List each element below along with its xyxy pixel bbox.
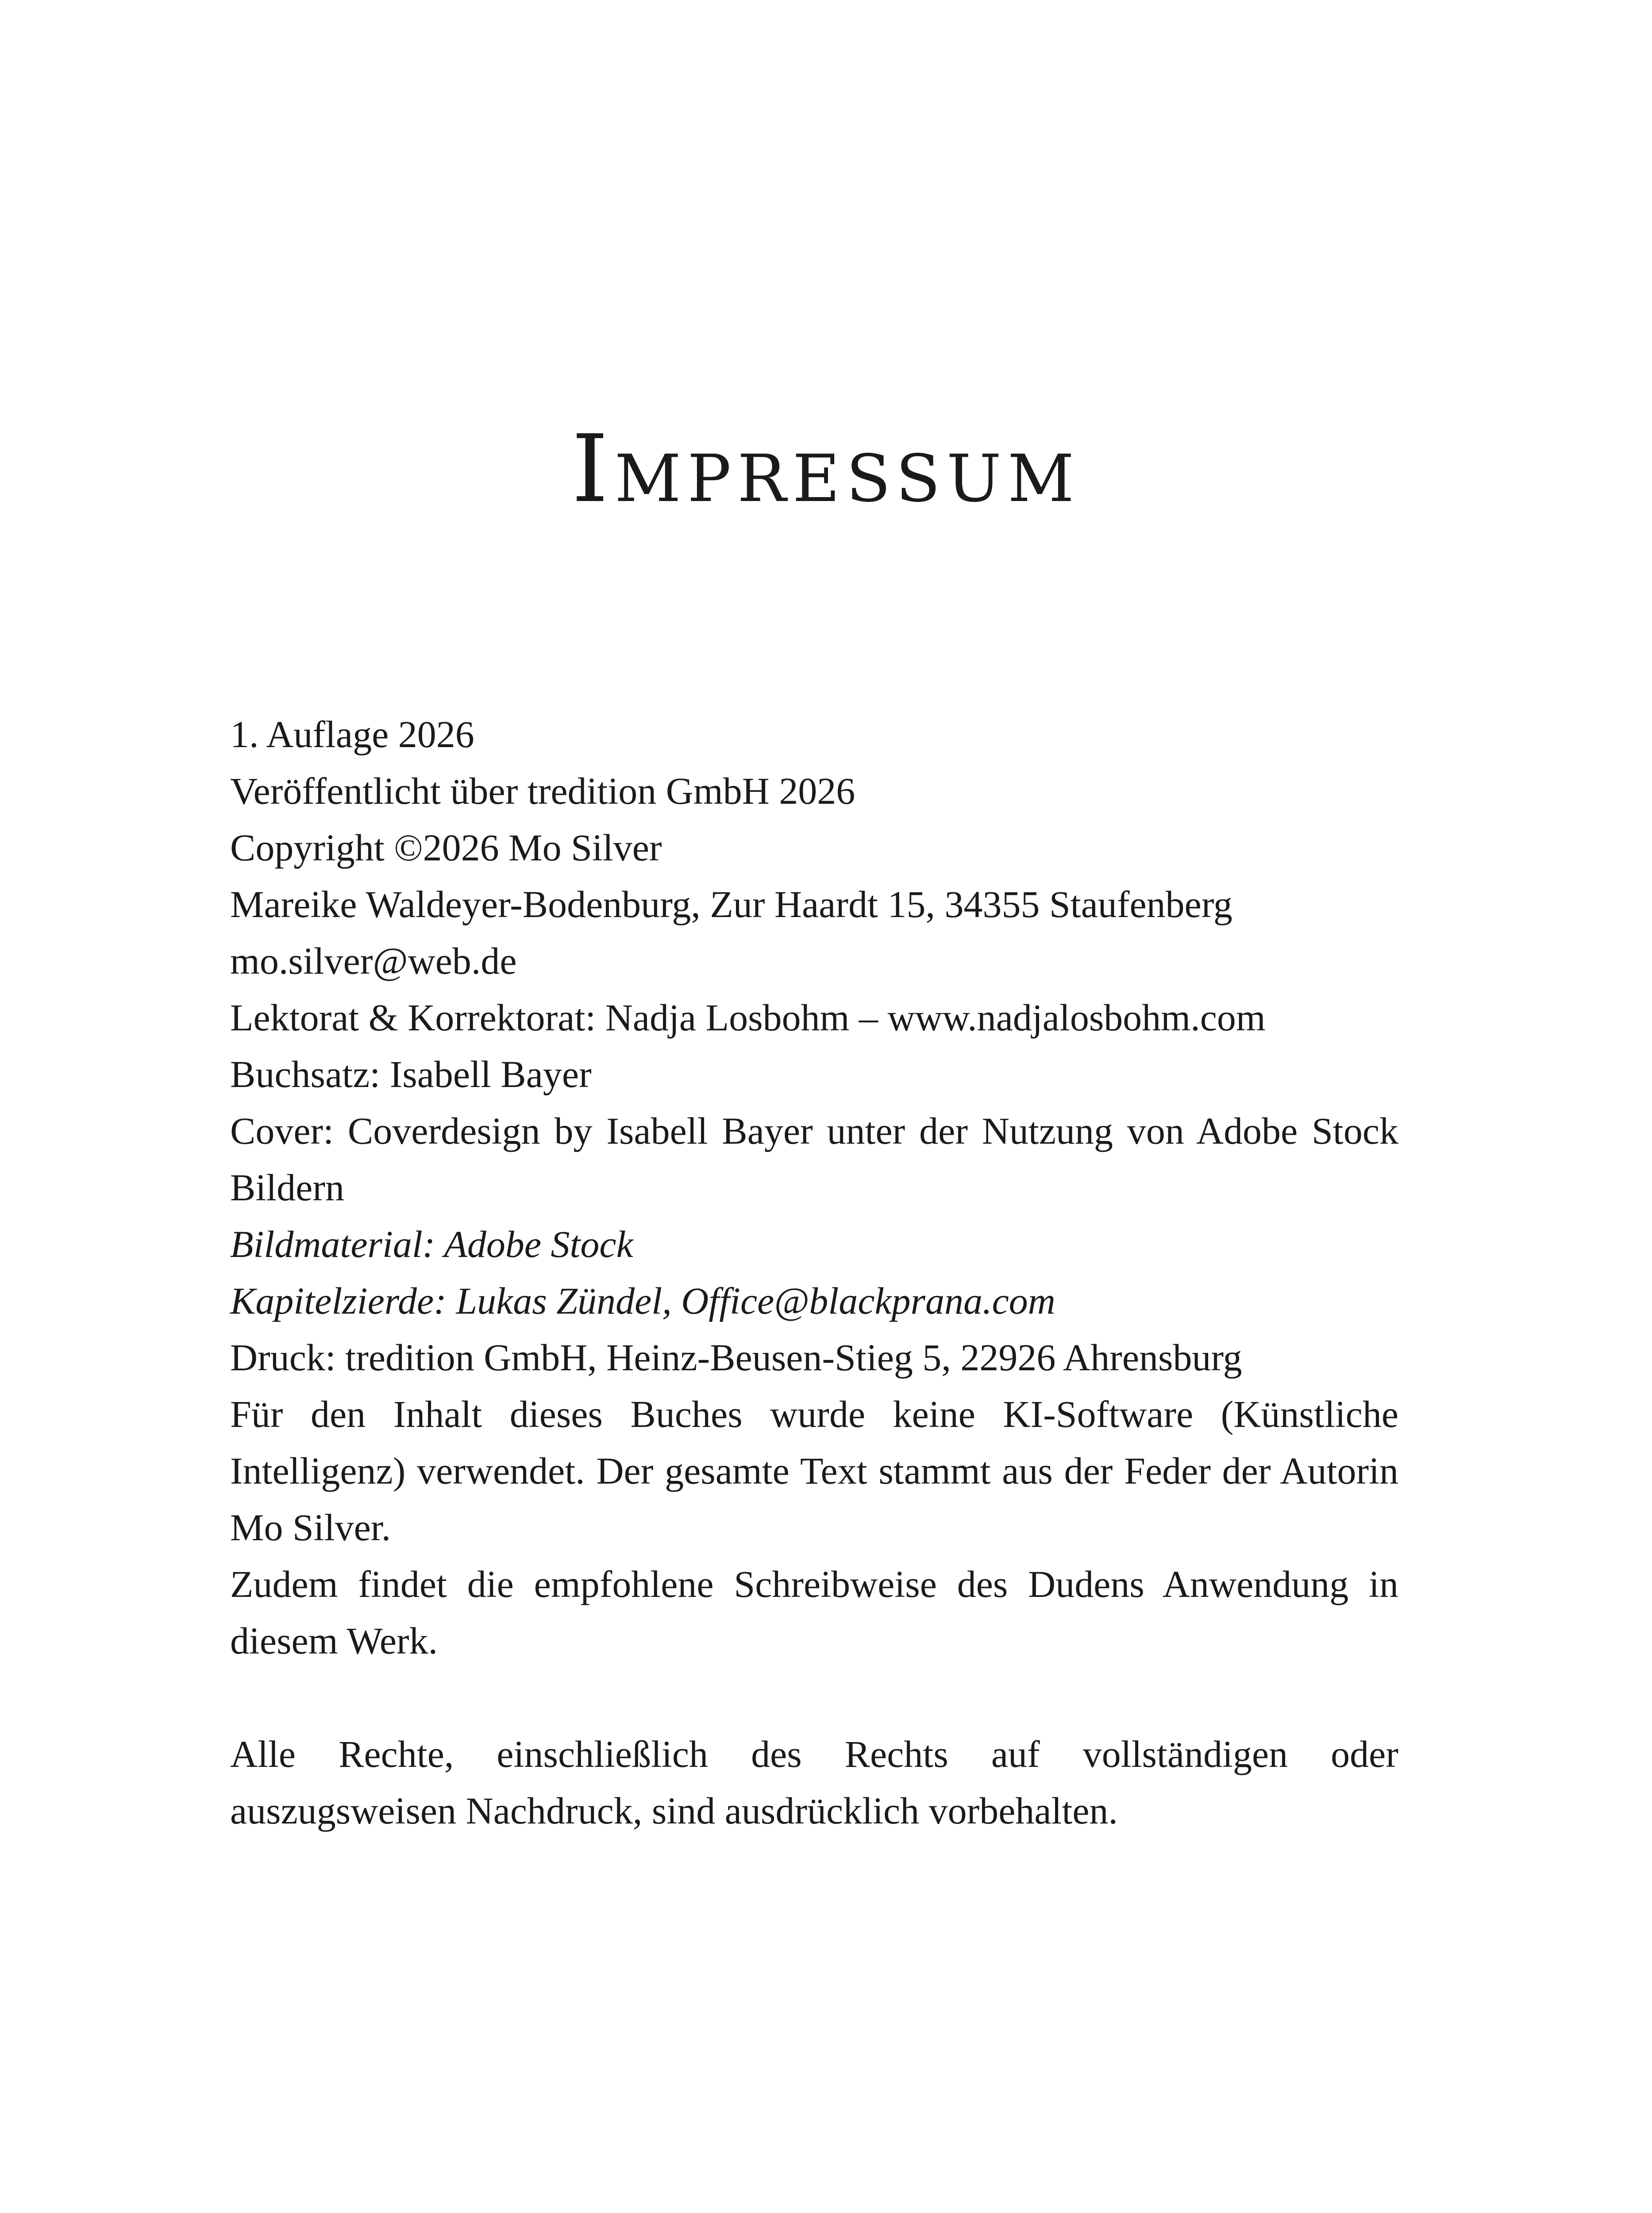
images-line: Bildmaterial: Adobe Stock [230,1223,633,1265]
paragraph-spacer [230,1669,1398,1726]
spelling-note-paragraph: Zudem findet die empfohlene Schreibweise des Dudens Anwendung in diesem Werk. [230,1563,1398,1662]
page-title: Impressum [571,415,1081,523]
chapter-ornament-line: Kapitelzierde: Lukas Zündel, Office@blackprana.com [230,1280,1055,1322]
editing-line: Lektorat & Korrektorat: Nadja Losbohm – www.nadjalosbohm.com [230,996,1266,1039]
email-line: mo.silver@web.de [230,940,517,982]
ai-note-paragraph: Für den Inhalt dieses Buches wurde keine KI-Software (Künstliche Intelligenz) verwendet. Der gesamte Text stammt aus der Feder der Autorin Mo Silver. [230,1393,1398,1549]
copyright-line: Copyright ©2026 Mo Silver [230,826,662,869]
typesetting-line: Buchsatz: Isabell Bayer [230,1053,592,1095]
print-line: Druck: tredition GmbH, Heinz-Beusen-Stieg 5, 22926 Ahrensburg [230,1336,1242,1379]
edition-line: 1. Auflage 2026 [230,713,474,756]
imprint-text [230,706,1398,1839]
rights-paragraph: Alle Rechte, einschließlich des Rechts auf vollständigen oder auszugsweisen Nachdruck, sind ausdrücklich vorbehalten. [230,1733,1398,1832]
publisher-line: Veröffentlicht über tredition GmbH 2026 [230,770,855,812]
cover-paragraph: Cover: Coverdesign by Isabell Bayer unter der Nutzung von Adobe Stock Bildern [230,1110,1398,1209]
address-line: Mareike Waldeyer-Bodenburg, Zur Haardt 15, 34355 Staufenberg [230,883,1232,925]
